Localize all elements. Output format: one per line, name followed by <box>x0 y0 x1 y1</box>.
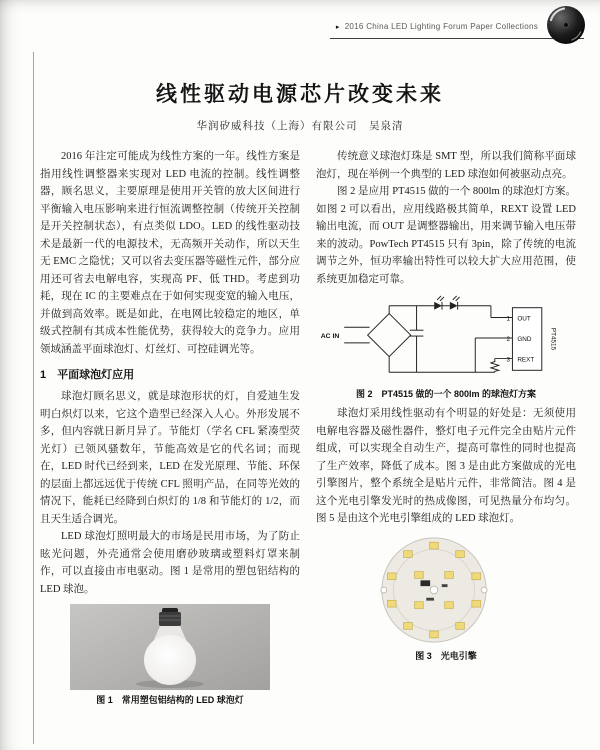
pin-1-number: 1 <box>506 315 511 323</box>
figure-2-schematic <box>316 294 576 384</box>
body-paragraph: 球泡灯顾名思义，就是球泡形状的灯，自爱迪生发明白炽灯以来，它这个造型已经深入人心。外形发展不多，但内容就日新月异了。节能灯（学名 CFL 紧凑型荧光灯）已领风骚数年，节能高效是它的代名词；而现在，LED 时代已经到来，LED 在发光原理、节能、环保的层面上都远远优于传统 CFL 照明产品，在同等光效的情况下，能耗已经降到白炽灯的 1/8 和节能灯的 1/2，而且天生适合调光。 <box>40 391 300 525</box>
cd-logo-graphic <box>546 5 586 45</box>
right-column <box>316 148 576 750</box>
pin-3-number: 3 <box>506 356 511 364</box>
body-paragraph: 2016 年注定可能成为线性方案的一年。线性方案是指用线性调整器来实现对 LED 电流的控制。线性调整器，顾名思义，主要原理是使用开关管的放大区间进行平衡输入电压影响来进行恒流调整控制（传统开关控制是开关控制状态），有点类似 LDO。LED 的线性驱动技术是最新一代的电源技术，无高频开关动作，所以天生无 EMC 之隐忧；又可以省去变压器等磁性元件，部分应用还可省去电解电容，实现高 PF、低 THD。考虑到功耗，现在 IC 的主要难点在于如何实现变宽的输入电压，并做到高效率。既是如此，在电网比较稳定的地区，单级式控制有其成本性能优势，获得较大的竞争力。应用领域涵盖平面球泡灯、灯丝灯、可控硅调光等。 <box>40 151 300 355</box>
chip-label: PT4515 <box>549 327 557 351</box>
two-column-body <box>40 148 576 750</box>
ac-in-label: AC IN <box>320 333 340 341</box>
section-heading: 1 平面球泡灯应用 <box>40 369 135 381</box>
pin-2-number: 2 <box>506 335 511 343</box>
body-paragraph: 传统意义球泡灯珠是 SMT 型，所以我们简称平面球泡灯，现在举例一个典型的 LED 球泡如何被驱动点亮。 <box>316 151 576 180</box>
body-paragraph: 球泡灯采用线性驱动有个明显的好处是：无须使用电解电容器及磁性器件，整灯电子元件完全由贴片元件组成，可以实现全自动生产，提高可靠性的同时也提高了生产效率，降低了成本。图 3 是由此方案做成的光电引擎图片，整个系统全是贴片元件，非常简洁。图 4 是这个光电引擎发光时的热成像图，可见热量分布均匀。图 5 是由这个光电引擎组成的 LED 球泡灯。 <box>316 408 576 524</box>
figure-1-caption: 图 1 常用塑包铝结构的 LED 球泡灯 <box>96 695 244 705</box>
pin-1-name: OUT <box>517 315 531 323</box>
page-header <box>336 22 538 31</box>
figure-1-bulb-photo <box>70 604 270 690</box>
pt4515-circuit-diagram <box>316 294 568 384</box>
left-column <box>40 148 300 750</box>
led-bulb-illustration <box>70 604 270 690</box>
author-line: 华润矽威科技（上海）有限公司 吴泉清 <box>196 121 404 132</box>
paper-title: 线性驱动电源芯片改变未来 <box>156 83 444 106</box>
left-margin-rule <box>33 52 34 744</box>
figure-3-caption: 图 3 光电引擎 <box>415 650 477 661</box>
collection-title: 2016 China LED Lighting Forum Paper Collections <box>344 22 538 31</box>
cd-logo-icon <box>546 5 586 45</box>
figure-2-caption: 图 2 PT4515 做的一个 800lm 的球泡灯方案 <box>355 389 537 399</box>
body-paragraph: LED 球泡灯照明最大的市场是民用市场，为了防止眩光问题，外壳通常会使用磨砂玻璃或塑料灯罩来制作，可以直接由市电驱动。图 1 是常用的塑包铝结构的 LED 球泡。 <box>40 531 300 595</box>
figure-3-light-engine-photo <box>316 534 576 646</box>
pin-3-name: REXT <box>517 356 535 364</box>
header-arrow-icon: ▸ <box>335 24 340 31</box>
body-paragraph: 图 2 是应用 PT4515 做的一个 800lm 的球泡灯方案。如图 2 可以看出，应用线路极其简单，REXT 设置 LED 输出电流，而 OUT 是调整器输出，用来调节输入电压带来的波动。PowTech PT4515 只有 3pin，除了传统的电流调节之外，恒功率输出特性可以较大扩大应用范围，使系统更加稳定可靠。 <box>316 186 576 285</box>
pin-2-name: GND <box>517 335 532 343</box>
light-engine-pcb-illustration <box>316 534 552 646</box>
